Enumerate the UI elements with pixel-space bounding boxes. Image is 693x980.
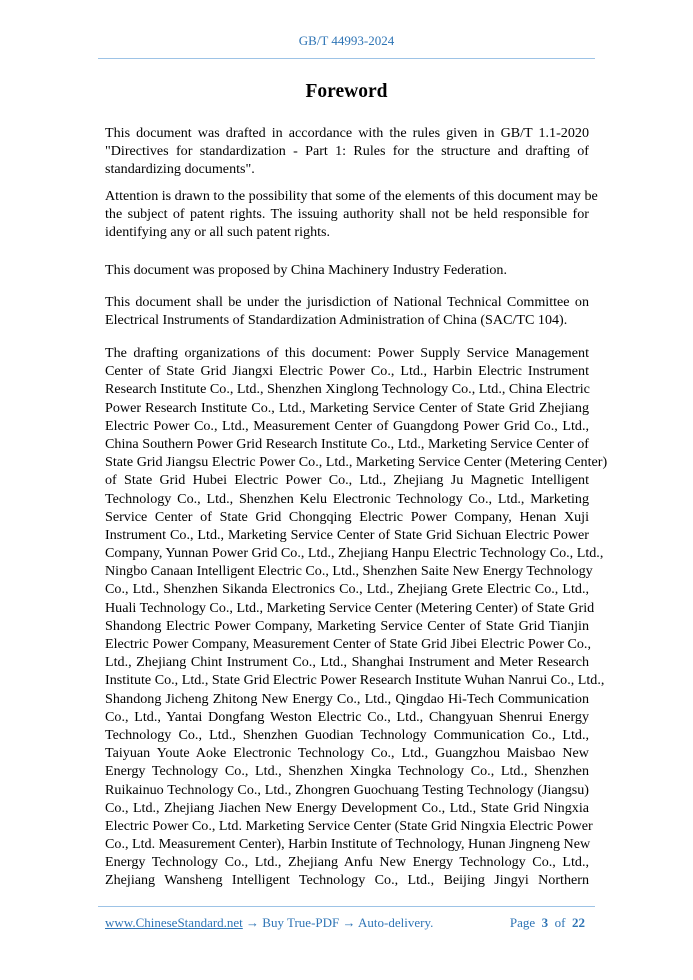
text-line: Center of State Grid Jiangxi Electric Power Co., Ltd., Harbin Electric Instrument bbox=[105, 363, 589, 380]
text-line: standardizing documents". bbox=[105, 161, 255, 178]
text-line: Technology Co., Ltd., Shenzhen Kelu Electronic Technology Co., Ltd., Marketing bbox=[105, 490, 589, 507]
text-line: Huali Technology Co., Ltd., Marketing Service Center (Metering Center) of State Grid bbox=[105, 599, 595, 616]
text-line: This document was proposed by China Machinery Industry Federation. bbox=[105, 262, 507, 278]
text-line: Ningbo Canaan Intelligent Electric Co., Ltd., Shenzhen Saite New Energy Technology bbox=[105, 563, 593, 580]
header-divider bbox=[98, 58, 595, 59]
text-line: Co., Ltd., Yantai Dongfang Weston Electric Co., Ltd., Changyuan Shenrui Energy bbox=[105, 708, 589, 725]
text-line: Energy Technology Co., Ltd., Zhejiang Anfu New Energy Technology Co., Ltd., bbox=[105, 854, 589, 871]
text-line: This document shall be under the jurisdiction of National Technical Committee on bbox=[105, 294, 589, 310]
text-line: Electric Power Company, Measurement Center of State Grid Jibei Electric Power Co., bbox=[105, 636, 591, 652]
text-line: Zhejiang Wansheng Intelligent Technology Co., Ltd., Beijing Jingyi Northern bbox=[105, 872, 589, 889]
paragraph-patent-notice bbox=[105, 187, 598, 242]
text-line: Company, Yunnan Power Grid Co., Ltd., Zhejiang Hanpu Electric Technology Co., Ltd., bbox=[105, 545, 604, 562]
current-page: 3 bbox=[541, 915, 549, 930]
text-line: Electric Power Co., Ltd. Marketing Service Center (State Grid Ningxia Electric Power bbox=[105, 817, 593, 834]
text-line: Attention is drawn to the possibility that some of the elements of this document may be bbox=[105, 188, 598, 204]
text-line: Service Center of State Grid Chongqing Electric Power Company, Henan Xuji bbox=[105, 508, 589, 525]
paragraph-proposed-by bbox=[105, 261, 589, 279]
text-line: Taiyuan Youte Aoke Electronic Technology Co., Ltd., Guangzhou Maisbao New bbox=[105, 745, 589, 762]
text-line: of State Grid Hubei Electric Power Co., Ltd., Zhejiang Ju Magnetic Intelligent bbox=[105, 472, 589, 489]
text-line: "Directives for standardization - Part 1: Rules for the structure and drafting of bbox=[105, 143, 589, 160]
text-line: the subject of patent rights. The issuing authority shall not be held responsible for bbox=[105, 206, 589, 223]
text-line: Energy Technology Co., Ltd., Shenzhen Xingka Technology Co., Ltd., Shenzhen bbox=[105, 763, 589, 780]
footer bbox=[105, 915, 585, 931]
text-line: Power Research Institute Co., Ltd., Marketing Service Center of State Grid Zhejiang bbox=[105, 399, 589, 416]
text-line: Shandong Jicheng Zhitong New Energy Co., Ltd., Qingdao Hi-Tech Communication bbox=[105, 690, 589, 707]
text-line: Research Institute Co., Ltd., Shenzhen Xinglong Technology Co., Ltd., China Electric bbox=[105, 381, 590, 398]
footer-divider bbox=[98, 906, 595, 907]
of-label: of bbox=[554, 915, 566, 930]
text-line: Ruikainuo Technology Co., Ltd., Zhongren Guochuang Testing Technology (Jiangsu) bbox=[105, 781, 589, 798]
total-pages: 22 bbox=[572, 915, 585, 930]
text-line: Technology Co., Ltd., Shenzhen Guodian Technology Communication Co., Ltd., bbox=[105, 726, 589, 743]
text-line: This document was drafted in accordance with the rules given in GB/T 1.1-2020 bbox=[105, 125, 589, 141]
document-id-header: GB/T 44993-2024 bbox=[298, 33, 395, 48]
paragraph-jurisdiction bbox=[105, 293, 589, 329]
chinesestandard-link[interactable]: www.ChineseStandard.net bbox=[105, 915, 243, 930]
text-line: Shandong Electric Power Company, Marketing Service Center of State Grid Tianjin bbox=[105, 617, 589, 634]
footer-tagline: → Buy True-PDF → Auto-delivery. bbox=[242, 915, 434, 930]
text-line: Ltd., Zhejiang Chint Instrument Co., Ltd., Shanghai Instrument and Meter Research bbox=[105, 654, 589, 671]
text-line: Co., Ltd., Zhejiang Jiachen New Energy Development Co., Ltd., State Grid Ningxia bbox=[105, 799, 589, 816]
text-line: Co., Ltd. Measurement Center), Harbin Institute of Technology, Hunan Jingneng New bbox=[105, 836, 591, 853]
text-line: State Grid Jiangsu Electric Power Co., Ltd., Marketing Service Center (Metering Center) bbox=[105, 454, 608, 471]
text-line: identifying any or all such patent rights. bbox=[105, 224, 331, 241]
page-indicator bbox=[510, 915, 585, 931]
text-line: Electric Power Co., Ltd., Measurement Center of Guangdong Power Grid Co., Ltd., bbox=[105, 417, 589, 434]
text-line: The drafting organizations of this document: Power Supply Service Management bbox=[105, 345, 589, 361]
text-line: Co., Ltd., Shenzhen Sikanda Electronics Co., Ltd., Zhejiang Grete Electric Co., Ltd., bbox=[105, 581, 589, 598]
text-line: China Southern Power Grid Research Institute Co., Ltd., Marketing Service Center of bbox=[105, 435, 589, 452]
page-label: Page bbox=[509, 915, 536, 930]
paragraph-drafting-rules bbox=[105, 124, 589, 179]
paragraph-drafting-organizations bbox=[105, 344, 608, 890]
text-line: Institute Co., Ltd., State Grid Electric Power Research Institute Wuhan Nanrui Co., Ltd., bbox=[105, 672, 605, 689]
text-line: Electrical Instruments of Standardization Administration of China (SAC/TC 104). bbox=[105, 312, 568, 329]
text-line: Instrument Co., Ltd., Marketing Service Center of State Grid Sichuan Electric Power bbox=[105, 526, 589, 543]
page-title: Foreword bbox=[305, 81, 388, 102]
